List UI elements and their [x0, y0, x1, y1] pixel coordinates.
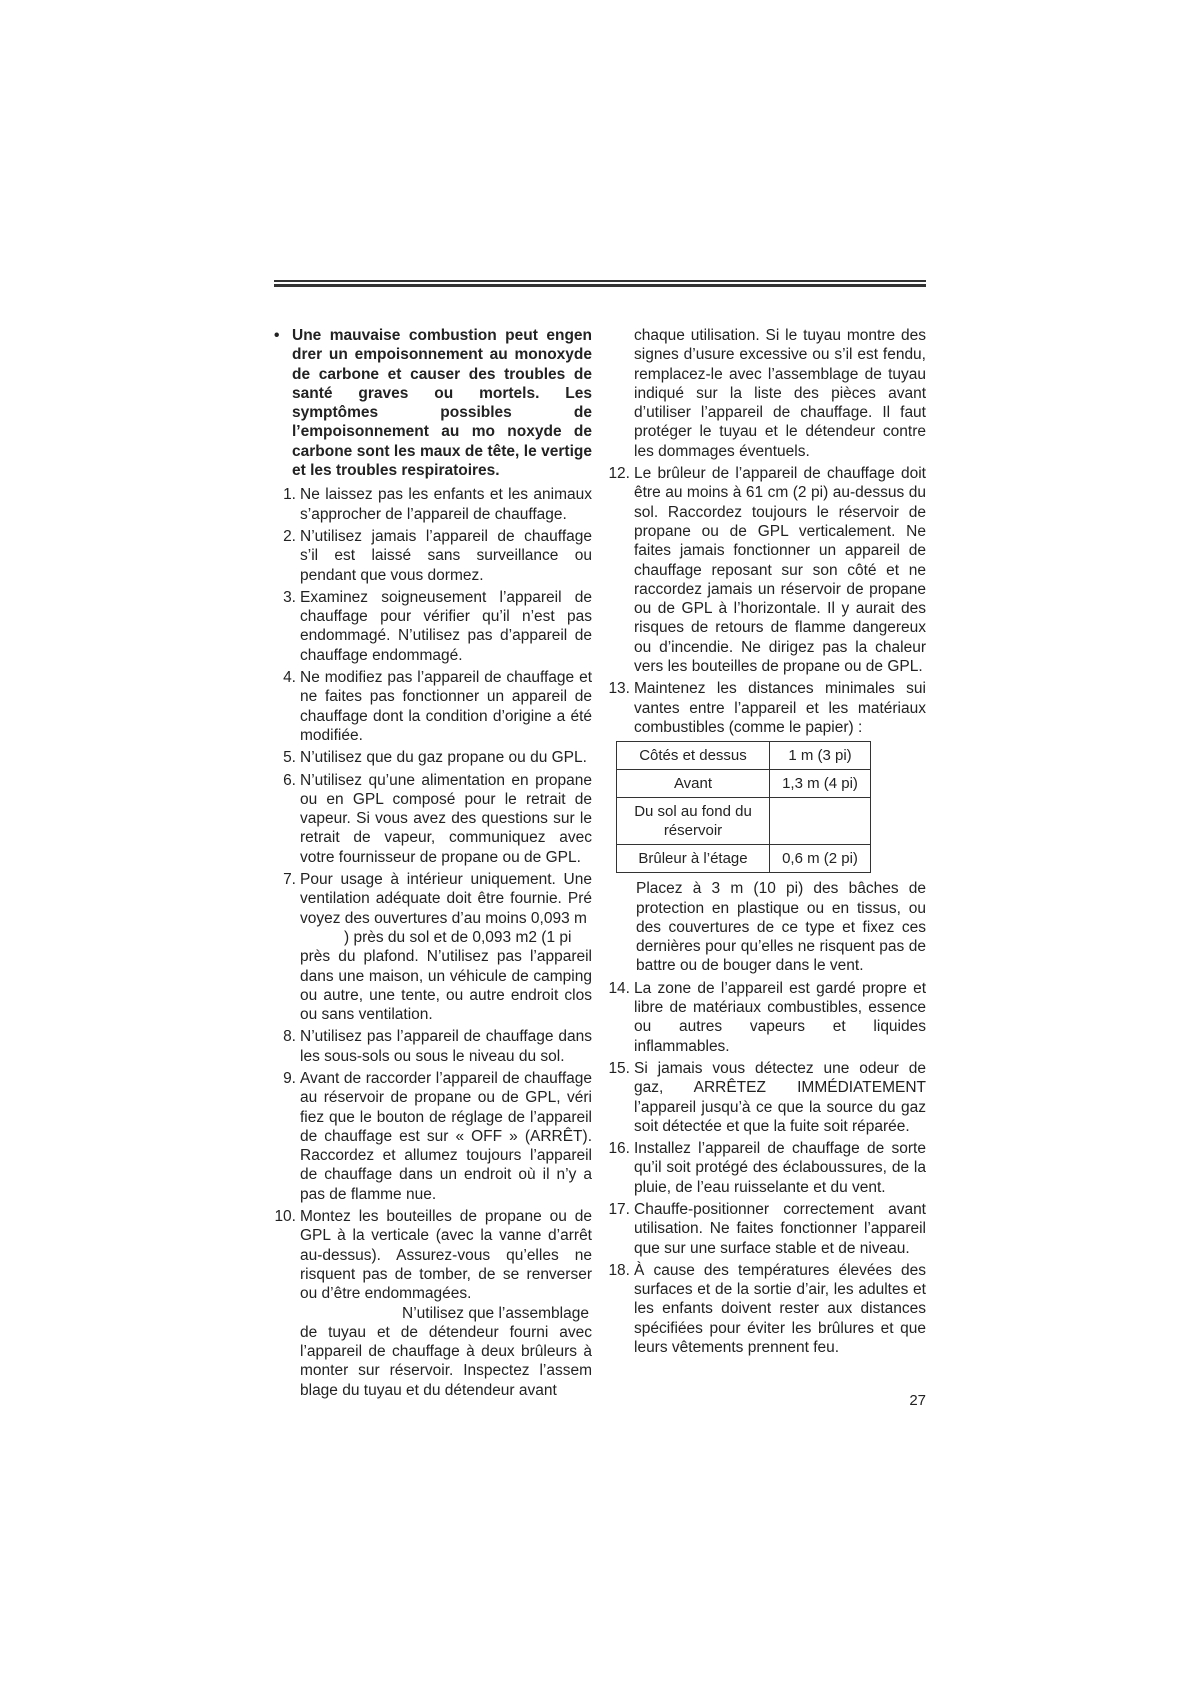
list-item: 17. Chauffe-positionner correctement avant utilisation. Ne faites fonctionner l’appareil que sur une surface stable et de niveau. [608, 1200, 926, 1257]
continued-text: chaque utilisation. Si le tuyau montre des signes d’usure excessive ou s’il est fendu, remplacez-le avec l’assemblage de tuyau indiqué sur la liste des pièces avant d’utiliser l’appareil de chauffage. Il faut protéger le tuyau et le détendeur contre les dommages éventuels. [634, 327, 926, 460]
right-column [608, 326, 926, 1360]
list-item: 2. N’utilisez jamais l’appareil de chauffage s’il est laissé sans surveillance ou pendant que vous dormez. [283, 527, 592, 584]
list-item: 13. Maintenez les distances minimales sui vantes entre l’appareil et les matériaux combustibles (comme le papier) : [608, 680, 926, 736]
list-item: 7. Pour usage à intérieur uniquement. Une ventilation adéquate doit être fournie. Pré voyez des ouvertures d’au moins 0,093 m ) près du sol et de 0,093 m2 (1 pi près du plafond. N’utilisez pas l’appareil dans une maison, un véhicule de camping ou autre, une tente, ou autre endroit clos ou sans ventilation. [283, 871, 592, 1024]
warning-text: Une mauvaise combustion peut engen drer un empoisonnement au monoxyde de carbone et causer des troubles de santé graves ou mortels. Les symptômes possibles de l’empoisonnement au mo noxyde de carbone sont les maux de tête, le vertige et les troubles respiratoires. [292, 327, 592, 480]
header-rule-top [274, 280, 926, 282]
list-item: 4. Ne modifiez pas l’appareil de chauffage et ne faites pas fonctionner un appareil de chauffage dont la condition d’origine a été modifiée. [283, 669, 592, 744]
list-item: 15. Si jamais vous détectez une odeur de gaz, ARRÊTEZ IMMÉDIATEMENT l’appareil jusqu’à ce que la source du gaz soit détectée et que la fuite soit réparée. [608, 1059, 926, 1135]
table-row: Côtés et dessus 1 m (3 pi) [617, 742, 871, 770]
left-column [274, 326, 592, 1403]
warning-bullet [274, 326, 592, 480]
page-number: 27 [909, 1392, 926, 1409]
table-row: Brûleur à l’étage 0,6 m (2 pi) [617, 845, 871, 873]
list-item: 1. Ne laissez pas les enfants et les animaux s’approcher de l’appareil de chauffage. [283, 486, 592, 523]
list-item: 9. Avant de raccorder l’appareil de chauffage au réservoir de propane ou de GPL, véri fiez que le bouton de réglage de l’appareil de chauffage est sur « OFF » (ARRÊT). Raccordez et allumez toujours l’appareil de chauffage dans un endroit où il n’y a pas de flamme nue. [283, 1069, 592, 1203]
list-item: 10. Montez les bouteilles de propane ou de GPL à la verticale (avec la vanne d’arrêt au-dessus). Assurez-vous qu’elles ne risquent pas de tomber, de se renverser ou d’être endommagées. N’utilisez que l’assemblage de tuyau et de détendeur fourni avec l’appareil de chauffage à deux brûleurs à monter sur réservoir. Inspectez l’assem blage du tuyau et du détendeur avant [274, 1208, 592, 1399]
list-item: 14. La zone de l’appareil est gardé propre et libre de matériaux combustibles, essence ou autres vapeurs et liquides inflammables. [608, 979, 926, 1055]
clearance-table [616, 741, 871, 873]
list-item: 16. Installez l’appareil de chauffage de sorte qu’il soit protégé des éclaboussures, de la pluie, de l’eau ruisselante et du vent. [608, 1140, 926, 1196]
list-item: 18. À cause des températures élevées des surfaces et de la sortie d’air, les adultes et les enfants doivent rester aux distances spécifiées pour éviter les brûlures et que leurs vêtements prennent feu. [608, 1261, 926, 1357]
list-item: 3. Examinez soigneusement l’appareil de chauffage pour vérifier qu’il n’est pas endommagé. N’utilisez pas d’appareil de chauffage endommagé. [283, 588, 592, 664]
header-rule-bottom [274, 284, 926, 287]
table-row: Du sol au fond du réservoir [617, 798, 871, 845]
bullet-icon: • [274, 327, 280, 344]
list-item: 8. N’utilisez pas l’appareil de chauffage dans les sous-sols ou sous le niveau du sol. [283, 1028, 592, 1065]
tarp-note: Placez à 3 m (10 pi) des bâches de protection en plastique ou en tissus, ou des couvertures de ce type et fixez ces dernières pour qu’elles ne risquent pas de battre ou de bouger dans le vent. [636, 880, 926, 975]
list-item: 5. N’utilisez que du gaz propane ou du GPL. [283, 749, 587, 767]
table-row: Avant 1,3 m (4 pi) [617, 770, 871, 798]
list-item: 6. N’utilisez qu’une alimentation en propane ou en GPL composé pour le retrait de vapeur. Si vous avez des questions sur le retrait de vapeur, communiquez avec votre fournisseur de propane ou de GPL. [283, 771, 592, 866]
list-item: 12. Le brûleur de l’appareil de chauffage doit être au moins à 61 cm (2 pi) au-dessus du sol. Raccordez toujours le réservoir de propane ou de GPL verticalement. Ne faites jamais fonctionner un appareil de chauffage reposant sur son côté et ne raccordez jamais un réservoir de propane ou de GPL à l’horizontale. Il y aurait des risques de retours de flamme dangereux ou d’incendie. Ne dirigez pas la chaleur vers les bouteilles de propane ou de GPL. [608, 465, 926, 676]
